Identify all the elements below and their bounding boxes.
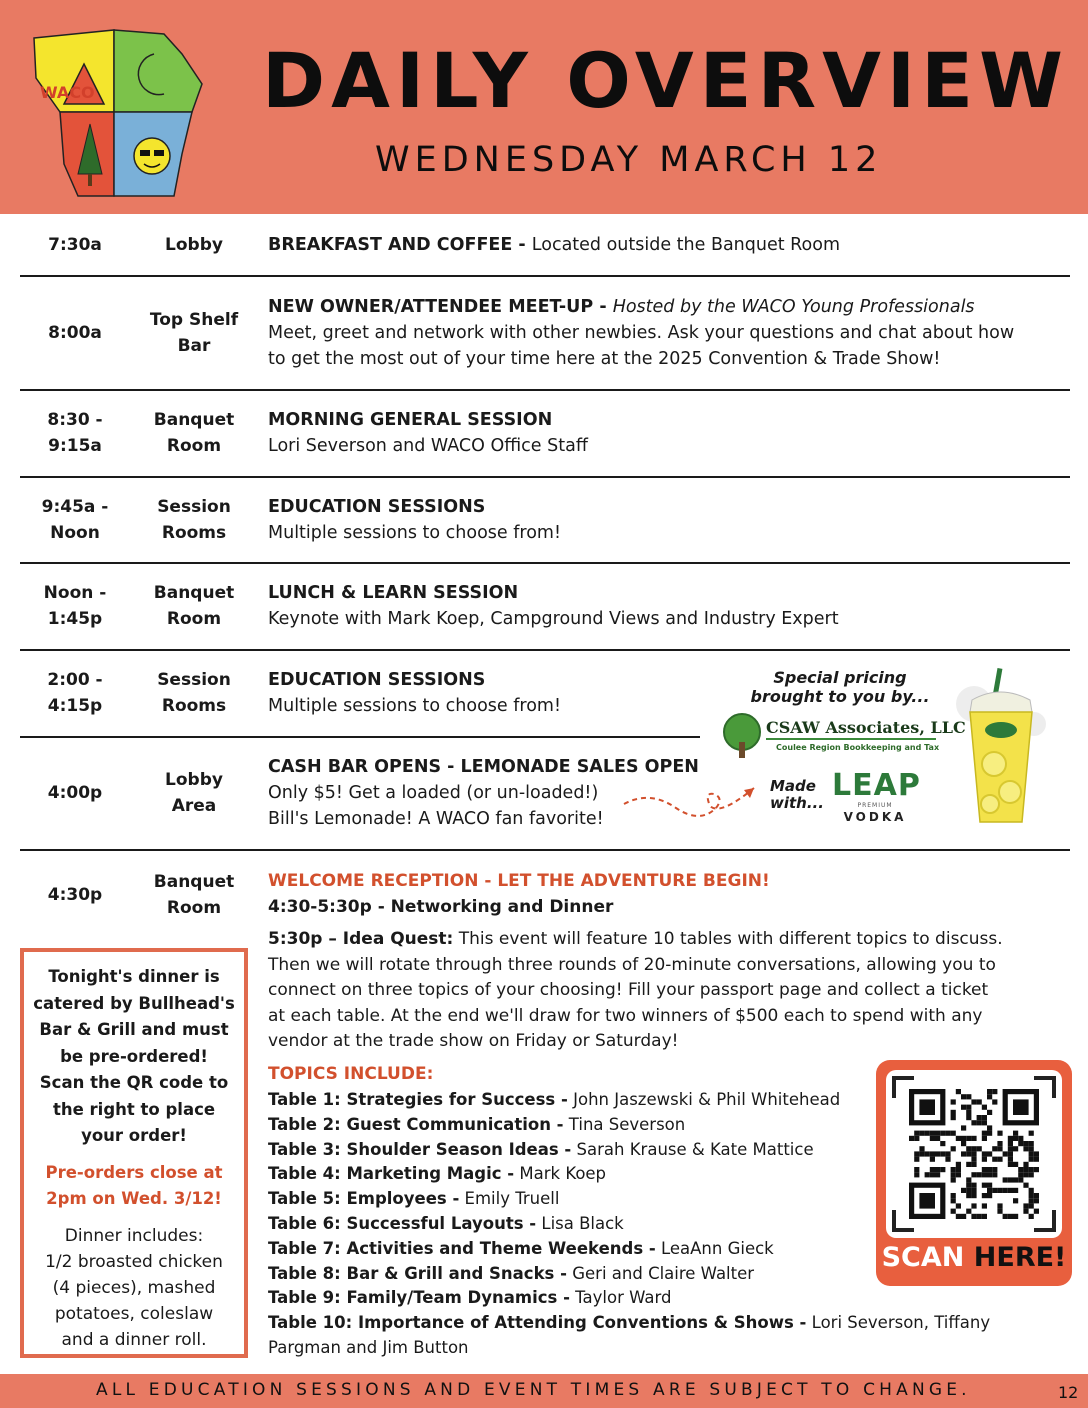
page-number: 12 [1058,1383,1079,1402]
row-divider [20,649,1070,651]
csaw-logo: CSAW Associates, LLC Coulee Region Bookkeeping and Tax [720,712,936,762]
row-divider [20,389,1070,391]
row-time: Noon - 1:45p [43,583,107,629]
row-time: 8:00a [48,323,102,343]
schedule-row [20,294,1070,374]
scan-here-label: SCAN HERE! [881,1242,1067,1273]
waco-logo [14,24,214,200]
row-detail: Keynote with Mark Koep, Campground Views and Industry Expert [268,609,839,629]
schedule-row [20,407,1070,463]
idea-quest-label: 5:30p – Idea Quest: [268,929,454,949]
row-description: NEW OWNER/ATTENDEE MEET-UP - Hosted by the WACO Young Professionals Meet, greet and network with other newbies. Ask your questions and chat about how to get the most out of your time here at the 2025 Convention & Trade Show! [268,297,1015,369]
list-item: Table 8: Bar & Grill and Snacks - Geri and Claire Walter [268,1263,755,1283]
reception-title: WELCOME RECEPTION - LET THE ADVENTURE BEGIN! [268,871,770,891]
leap-vodka-logo: LEAP PREMIUM VODKA [832,768,921,824]
tree-icon [720,712,764,760]
page-title: DAILY OVERVIEW [262,36,1069,125]
svg-text:WACO: WACO [40,83,95,102]
row-time: 9:45a - Noon [41,497,109,543]
row-title: LUNCH & LEARN SESSION [268,583,519,603]
schedule-row [20,494,1070,550]
list-item: Table 6: Successful Layouts - Lisa Black [268,1213,624,1233]
row-time: 2:00 - 4:15p [47,670,103,716]
list-item: Table 2: Guest Communication - Tina Severson [268,1114,686,1134]
row-detail: Lori Severson and WACO Office Staff [268,436,588,456]
row-location: Banquet Room [153,583,235,629]
list-item: Table 3: Shoulder Season Ideas - Sarah Krause & Kate Mattice [268,1139,814,1159]
dinner-includes: Dinner includes: 1/2 broasted chicken (4 pieces), mashed potatoes, coleslaw and a dinner roll. [45,1225,223,1350]
dashed-arrow-icon [620,780,760,830]
made-with-label: Made with... [770,777,824,812]
list-item: Table 7: Activities and Theme Weekends - LeaAnn Gieck [268,1238,774,1258]
list-item: Table 1: Strategies for Success - John Jaszewski & Phil Whitehead [268,1090,841,1109]
list-item: Table 4: Marketing Magic - Mark Koep [268,1164,607,1184]
row-location: Session Rooms [157,670,231,716]
row-time: 4:00p [47,783,103,803]
row-description: CASH BAR OPENS - LEMONADE SALES OPEN Only $5! Get a loaded (or un-loaded!) Bill's Lemonade! A WACO fan favorite! [268,754,699,832]
row-title: NEW OWNER/ATTENDEE MEET-UP [268,297,594,317]
row-detail: Located outside the Banquet Room [531,235,840,255]
row-divider [20,736,700,738]
row-detail: Multiple sessions to choose from! [268,696,561,716]
idea-quest-description: 5:30p – Idea Quest: This event will feature 10 tables with different topics to discuss. Then we will rotate through three rounds of 20-minute conversations, allowing you to connect on three topics of your choosing! Fill your passport page and collect a ticket at each table. At the end we'll draw for two winners of $500 each to spend with any vendor at the trade show on Friday or Saturday! [268,929,1003,1051]
row-title: MORNING GENERAL SESSION [268,410,553,430]
dinner-message: Tonight's dinner is catered by Bullhead's Bar & Grill and must be pre-ordered! Scan the QR code to the right to place your order! [33,967,235,1145]
row-description [268,667,561,719]
row-description [268,494,561,546]
qr-code-icon[interactable] [886,1070,1062,1238]
row-host: Hosted by the WACO Young Professionals [612,297,975,317]
row-location: Banquet Room [153,410,235,456]
schedule-row [20,667,700,723]
row-location: Lobby Area [165,770,223,816]
qr-code-panel[interactable] [876,1060,1072,1286]
reception-time: 4:30p [47,885,103,905]
row-title: EDUCATION SESSIONS [268,497,486,517]
schedule-row [20,232,1070,262]
row-time: 8:30 - 9:15a [47,410,103,456]
row-title: EDUCATION SESSIONS [268,670,486,690]
page-date: WEDNESDAY MARCH 12 [375,140,883,180]
row-divider [20,476,1070,478]
row-time: 7:30a [48,235,102,255]
lemonade-cup-icon [944,664,1054,830]
list-item: Table 10: Importance of Attending Conventions & Shows - Lori Severson, Tiffany [268,1313,991,1333]
schedule-row [20,580,1070,636]
list-item: Pargman and Jim Button [268,1337,469,1357]
schedule-row [20,754,700,834]
header-banner [0,0,1088,214]
row-description: BREAKFAST AND COFFEE - Located outside the Banquet Room [268,235,840,255]
topics-heading: TOPICS INCLUDE: [268,1064,434,1084]
footer-notice: ALL EDUCATION SESSIONS AND EVENT TIMES ARE SUBJECT TO CHANGE. [96,1380,971,1400]
row-divider [20,275,1070,277]
preorder-deadline: Pre-orders close at 2pm on Wed. 3/12! [45,1162,223,1208]
row-title: BREAKFAST AND COFFEE [268,235,513,255]
row-title: CASH BAR OPENS - LEMONADE SALES OPEN [268,757,699,777]
row-divider [20,562,1070,564]
reception-subtitle: 4:30-5:30p - Networking and Dinner [268,897,614,917]
row-description [268,580,839,632]
sponsor-heading: Special pricing brought to you by... [750,668,930,706]
row-location: Lobby [165,235,223,255]
reception-location: Banquet Room [153,872,235,918]
row-location: Session Rooms [157,497,231,543]
list-item: Table 9: Family/Team Dynamics - Taylor Ward [268,1288,672,1308]
row-detail: Multiple sessions to choose from! [268,523,561,543]
footer-banner [0,1374,1088,1408]
row-description [268,407,588,459]
row-location: Top Shelf Bar [149,310,239,356]
list-item: Table 5: Employees - Emily Truell [268,1189,560,1209]
dinner-info-box [20,948,248,1358]
row-divider [20,849,1070,851]
